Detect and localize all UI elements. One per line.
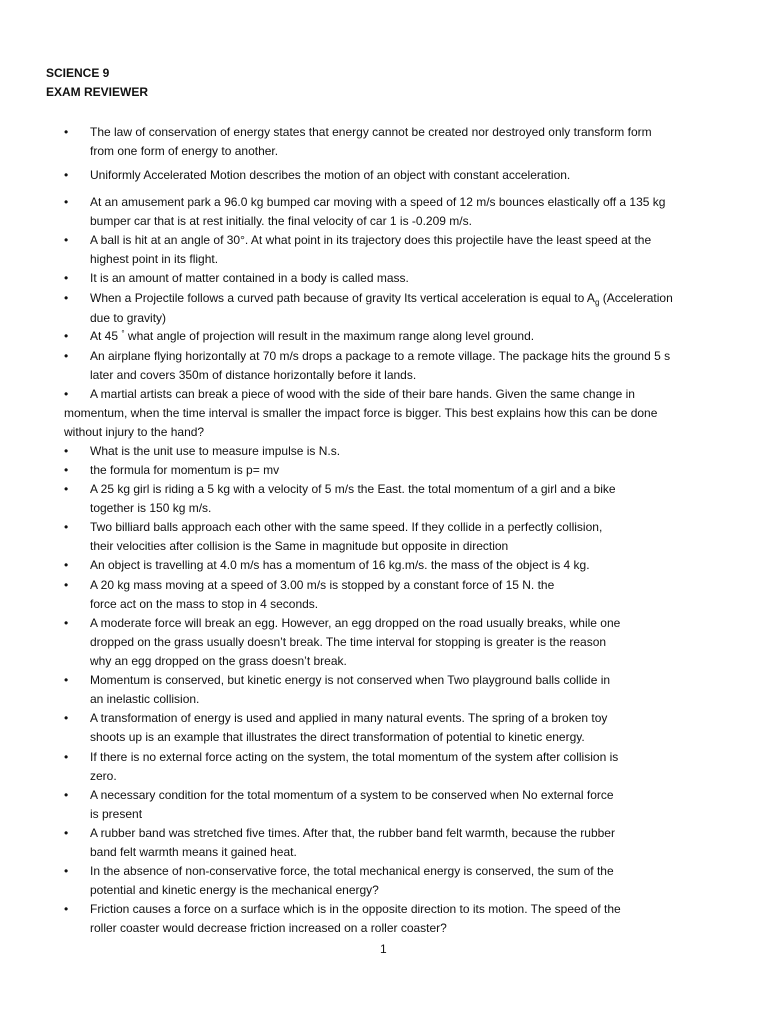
item-text-after: what angle of projection will result in the maximum range along level ground.	[124, 329, 535, 343]
bullet-icon: •	[64, 168, 69, 182]
bullet-icon: •	[64, 673, 69, 687]
item-text: An airplane flying horizontally at 70 m/s drops a package to a remote village. The package hits the ground 5 s later and covers 350m of distance horizontally before it lands.	[90, 349, 671, 382]
bullet-icon: •	[64, 349, 69, 363]
bullet-icon: •	[64, 616, 69, 630]
degree-symbol: °	[121, 329, 125, 338]
bullet-icon: •	[64, 902, 69, 916]
bullet-icon: •	[64, 558, 69, 572]
item-text: It is an amount of matter contained in a body is called mass.	[90, 271, 409, 285]
item-text: In the absence of non-conservative force, the total mechanical energy is conserved, the sum of the potential and kinetic energy is the mechanical energy?	[90, 864, 614, 897]
item-text-before: At 45	[90, 329, 122, 343]
item-text: Uniformly Accelerated Motion describes the motion of an object with constant acceleration.	[90, 168, 571, 182]
item-text: What is the unit use to measure impulse is N.s.	[90, 444, 341, 458]
bullet-icon: •	[64, 826, 69, 840]
bullet-icon: •	[64, 444, 69, 458]
item-text: At an amusement park a 96.0 kg bumped car moving with a speed of 12 m/s bounces elastically off a 135 kg bumper car that is at rest initially. the final velocity of car 1 is -0.209 m/s.	[90, 195, 666, 228]
bullet-icon: •	[64, 233, 69, 247]
item-text: the formula for momentum is p= mv	[90, 463, 280, 477]
item-text: An object is travelling at 4.0 m/s has a momentum of 16 kg.m/s. the mass of the object is 4 kg.	[90, 558, 590, 572]
item-text: A necessary condition for the total momentum of a system to be conserved when No external force is present	[90, 788, 614, 821]
item-text: Friction causes a force on a surface which is in the opposite direction to its motion. The speed of the roller coaster would decrease friction increased on a roller coaster?	[90, 902, 621, 935]
bullet-icon: •	[64, 520, 69, 534]
item-text: A ball is hit at an angle of 30°. At what point in its trajectory does this projectile have the least speed at the highest point in its flight.	[90, 233, 652, 266]
item-text: A transformation of energy is used and applied in many natural events. The spring of a broken toy shoots up is an example that illustrates the direct transformation of potential to kinetic energy.	[90, 711, 608, 744]
bullet-icon: •	[64, 463, 69, 477]
item-text: Two billiard balls approach each other with the same speed. If they collide in a perfectly collision, their velocities after collision is the Same in magnitude but opposite in direction	[90, 520, 603, 553]
bullet-icon: •	[64, 291, 69, 305]
bullet-icon: •	[64, 750, 69, 764]
item-text-after: (Acceleration due to gravity)	[90, 291, 673, 325]
bullet-icon: •	[64, 482, 69, 496]
item-text-before: When a Projectile follows a curved path because of gravity Its vertical acceleration is equal to A	[90, 291, 595, 305]
bullet-icon: •	[64, 578, 69, 592]
item-text: Momentum is conserved, but kinetic energy is not conserved when Two playground balls collide in an inelastic collision.	[90, 673, 611, 706]
bullet-icon: •	[64, 271, 69, 285]
item-text	[90, 327, 720, 347]
bullet-icon: •	[64, 788, 69, 802]
item-text	[90, 289, 720, 328]
bullet-icon: •	[64, 125, 69, 139]
item-text: A rubber band was stretched five times. After that, the rubber band felt warmth, because the rubber band felt warmth means it gained heat.	[90, 826, 615, 859]
item-text: If there is no external force acting on the system, the total momentum of the system after collision is zero.	[90, 750, 619, 783]
item-text: A martial artists can break a piece of wood with the side of their bare hands. Given the same change in momentum, when the time interval is smaller the impact force is bigger. This best explains how this can be done without injury to the hand?	[64, 387, 658, 439]
item-text: A moderate force will break an egg. However, an egg dropped on the road usually breaks, while one dropped on the grass usually doesn’t break. The time interval for stopping is greater is the reason why an egg dropped on the grass doesn’t break.	[90, 616, 621, 668]
bullet-icon: •	[64, 864, 69, 878]
bullet-icon: •	[64, 711, 69, 725]
bullet-icon: •	[64, 387, 69, 401]
subject-title: SCIENCE 9	[46, 66, 110, 80]
bullet-icon: •	[64, 329, 69, 343]
document-header	[46, 64, 148, 102]
document-title: EXAM REVIEWER	[46, 85, 149, 99]
bullet-icon: •	[64, 195, 69, 209]
page-number: 1	[380, 942, 387, 956]
item-text: A 25 kg girl is riding a 5 kg with a velocity of 5 m/s the East. the total momentum of a girl and a bike together is 150 kg m/s.	[90, 482, 616, 515]
item-text: The law of conservation of energy states that energy cannot be created nor destroyed only transform form from one form of energy to another.	[90, 125, 652, 158]
item-text: A 20 kg mass moving at a speed of 3.00 m/s is stopped by a constant force of 15 N. the force act on the mass to stop in 4 seconds.	[90, 578, 555, 611]
subscript-g: g	[594, 298, 600, 307]
